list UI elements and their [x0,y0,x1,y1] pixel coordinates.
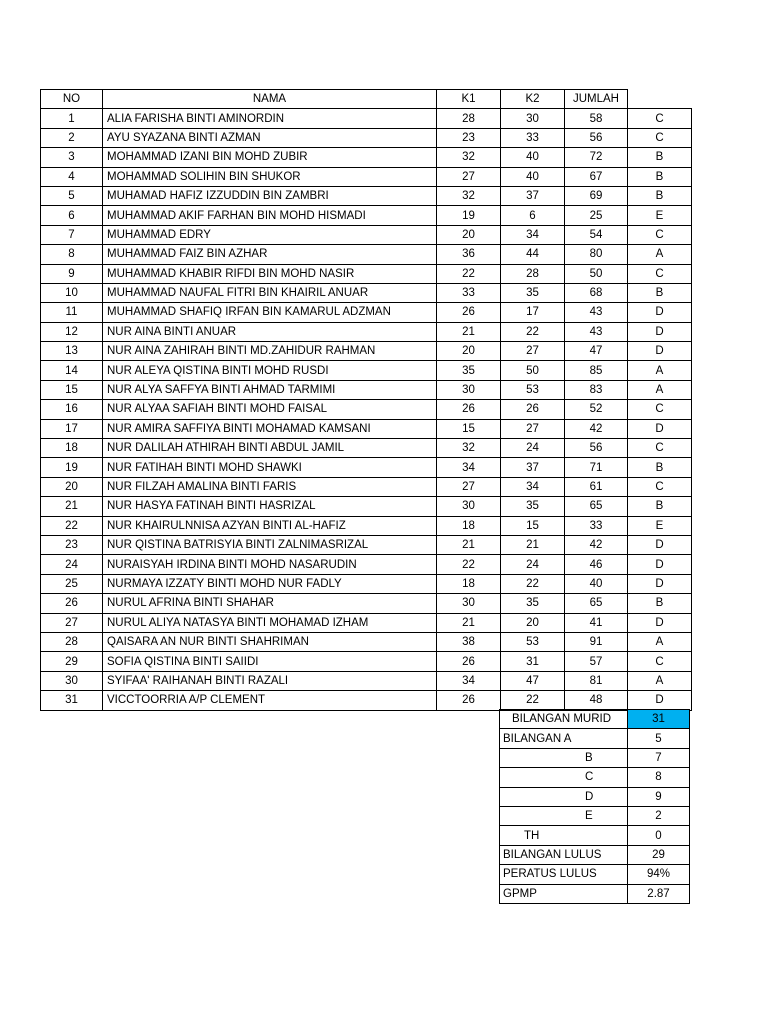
cell-nama: NUR ALYA SAFFYA BINTI AHMAD TARMIMI [103,380,437,399]
cell-grade: D [628,691,692,710]
header-row [41,90,692,109]
cell-k1: 21 [437,322,501,341]
cell-k2: 53 [501,380,565,399]
cell-jumlah: 56 [565,439,628,458]
cell-no: 30 [41,671,103,690]
header-k1: K1 [437,90,501,109]
cell-grade: E [628,516,692,535]
header-grade-blank [628,90,692,109]
table-row [41,128,692,147]
cell-grade: A [628,671,692,690]
cell-no: 27 [41,613,103,632]
cell-k1: 21 [437,613,501,632]
summary-row-grade [500,806,690,825]
summary-row-gpmp [500,884,690,903]
table-row [41,380,692,399]
cell-k2: 53 [501,632,565,651]
cell-k2: 15 [501,516,565,535]
cell-k1: 32 [437,439,501,458]
cell-k2: 33 [501,128,565,147]
cell-jumlah: 91 [565,632,628,651]
table-row [41,264,692,283]
cell-nama: MUHAMMAD FAIZ BIN AZHAR [103,245,437,264]
cell-grade: B [628,458,692,477]
summary-label: D [500,787,628,806]
cell-no: 28 [41,632,103,651]
header-no: NO [41,90,103,109]
table-row [41,574,692,593]
cell-no: 22 [41,516,103,535]
cell-k1: 20 [437,225,501,244]
cell-no: 19 [41,458,103,477]
cell-nama: SYIFAA' RAIHANAH BINTI RAZALI [103,671,437,690]
cell-grade: C [628,109,692,128]
cell-jumlah: 65 [565,497,628,516]
cell-nama: NUR KHAIRULNNISA AZYAN BINTI AL-HAFIZ [103,516,437,535]
table-row [41,245,692,264]
cell-k1: 27 [437,167,501,186]
cell-jumlah: 61 [565,477,628,496]
cell-no: 11 [41,303,103,322]
table-row [41,691,692,710]
table-row [41,671,692,690]
cell-k2: 27 [501,342,565,361]
cell-grade: A [628,632,692,651]
cell-no: 5 [41,186,103,205]
summary-row-grade [500,729,690,748]
cell-nama: NUR FILZAH AMALINA BINTI FARIS [103,477,437,496]
cell-k2: 35 [501,283,565,302]
table-row [41,322,692,341]
cell-k2: 27 [501,419,565,438]
cell-no: 26 [41,594,103,613]
cell-jumlah: 85 [565,361,628,380]
cell-k1: 21 [437,535,501,554]
cell-k2: 26 [501,400,565,419]
table-row [41,477,692,496]
cell-no: 29 [41,652,103,671]
summary-table [499,709,690,904]
table-row [41,535,692,554]
summary-label: GPMP [500,884,628,903]
table-row [41,652,692,671]
summary-label: TH [500,826,628,845]
cell-k1: 36 [437,245,501,264]
summary-label: C [500,768,628,787]
table-row [41,148,692,167]
table-row [41,613,692,632]
cell-k1: 23 [437,128,501,147]
cell-nama: MUHAMAD HAFIZ IZZUDDIN BIN ZAMBRI [103,186,437,205]
cell-nama: MUHAMMAD SHAFIQ IRFAN BIN KAMARUL ADZMAN [103,303,437,322]
cell-jumlah: 72 [565,148,628,167]
cell-k2: 21 [501,535,565,554]
cell-no: 1 [41,109,103,128]
cell-grade: B [628,148,692,167]
cell-jumlah: 68 [565,283,628,302]
cell-nama: MUHAMMAD EDRY [103,225,437,244]
table-row [41,497,692,516]
cell-nama: NUR QISTINA BATRISYIA BINTI ZALNIMASRIZAL [103,535,437,554]
summary-value-highlight: 31 [628,710,690,729]
cell-k2: 37 [501,458,565,477]
cell-k1: 28 [437,109,501,128]
cell-no: 20 [41,477,103,496]
cell-no: 9 [41,264,103,283]
cell-no: 23 [41,535,103,554]
cell-grade: A [628,245,692,264]
cell-jumlah: 71 [565,458,628,477]
cell-k2: 22 [501,574,565,593]
cell-jumlah: 42 [565,535,628,554]
cell-nama: NURMAYA IZZATY BINTI MOHD NUR FADLY [103,574,437,593]
table-row [41,458,692,477]
cell-grade: C [628,225,692,244]
cell-jumlah: 67 [565,167,628,186]
cell-grade: C [628,400,692,419]
cell-k1: 20 [437,342,501,361]
cell-jumlah: 80 [565,245,628,264]
table-row [41,303,692,322]
cell-no: 18 [41,439,103,458]
summary-value: 0 [628,826,690,845]
cell-no: 12 [41,322,103,341]
summary-value: 5 [628,729,690,748]
cell-nama: NUR HASYA FATINAH BINTI HASRIZAL [103,497,437,516]
cell-jumlah: 43 [565,303,628,322]
summary-value: 2 [628,806,690,825]
cell-grade: D [628,322,692,341]
summary-row-grade [500,768,690,787]
cell-k1: 32 [437,148,501,167]
cell-grade: B [628,186,692,205]
cell-k2: 40 [501,148,565,167]
table-row [41,186,692,205]
summary-label: B [500,748,628,767]
table-row [41,400,692,419]
summary-label: E [500,806,628,825]
cell-grade: D [628,342,692,361]
cell-k1: 19 [437,206,501,225]
table-row [41,419,692,438]
summary-label: PERATUS LULUS [500,865,628,884]
cell-nama: AYU SYAZANA BINTI AZMAN [103,128,437,147]
cell-jumlah: 52 [565,400,628,419]
cell-k1: 32 [437,186,501,205]
cell-jumlah: 43 [565,322,628,341]
cell-jumlah: 41 [565,613,628,632]
cell-nama: VICCTOORRIA A/P CLEMENT [103,691,437,710]
cell-jumlah: 25 [565,206,628,225]
table-row [41,206,692,225]
summary-value: 9 [628,787,690,806]
cell-k2: 28 [501,264,565,283]
cell-k2: 22 [501,691,565,710]
summary-row-bilangan-lulus [500,845,690,864]
cell-nama: NURUL ALIYA NATASYA BINTI MOHAMAD IZHAM [103,613,437,632]
cell-no: 14 [41,361,103,380]
cell-nama: NUR ALYAA SAFIAH BINTI MOHD FAISAL [103,400,437,419]
cell-no: 13 [41,342,103,361]
cell-jumlah: 83 [565,380,628,399]
cell-no: 3 [41,148,103,167]
cell-grade: D [628,535,692,554]
cell-k1: 26 [437,652,501,671]
student-marks-table [40,89,692,711]
cell-no: 31 [41,691,103,710]
cell-no: 7 [41,225,103,244]
cell-nama: MOHAMMAD IZANI BIN MOHD ZUBIR [103,148,437,167]
cell-grade: C [628,477,692,496]
cell-nama: NUR AINA ZAHIRAH BINTI MD.ZAHIDUR RAHMAN [103,342,437,361]
table-row [41,342,692,361]
table-row [41,439,692,458]
cell-jumlah: 56 [565,128,628,147]
cell-k2: 6 [501,206,565,225]
cell-k2: 44 [501,245,565,264]
cell-grade: A [628,361,692,380]
table-row [41,361,692,380]
summary-value: 94% [628,865,690,884]
cell-jumlah: 81 [565,671,628,690]
cell-nama: NUR AMIRA SAFFIYA BINTI MOHAMAD KAMSANI [103,419,437,438]
cell-jumlah: 42 [565,419,628,438]
cell-jumlah: 48 [565,691,628,710]
cell-no: 17 [41,419,103,438]
cell-nama: SOFIA QISTINA BINTI SAIIDI [103,652,437,671]
cell-grade: D [628,555,692,574]
summary-row-grade [500,787,690,806]
summary-label: BILANGAN A [500,729,628,748]
cell-grade: D [628,419,692,438]
cell-jumlah: 50 [565,264,628,283]
cell-k1: 22 [437,555,501,574]
cell-no: 25 [41,574,103,593]
cell-k2: 40 [501,167,565,186]
cell-jumlah: 47 [565,342,628,361]
cell-k1: 33 [437,283,501,302]
cell-grade: C [628,128,692,147]
cell-no: 8 [41,245,103,264]
cell-k1: 34 [437,458,501,477]
cell-grade: C [628,439,692,458]
cell-grade: D [628,303,692,322]
cell-nama: MUHAMMAD KHABIR RIFDI BIN MOHD NASIR [103,264,437,283]
cell-k2: 37 [501,186,565,205]
cell-nama: NUR ALEYA QISTINA BINTI MOHD RUSDI [103,361,437,380]
cell-grade: E [628,206,692,225]
cell-k1: 30 [437,594,501,613]
cell-grade: D [628,613,692,632]
cell-k2: 31 [501,652,565,671]
summary-row-th [500,826,690,845]
cell-k2: 20 [501,613,565,632]
cell-k1: 27 [437,477,501,496]
cell-no: 2 [41,128,103,147]
table-row [41,167,692,186]
cell-jumlah: 46 [565,555,628,574]
cell-no: 10 [41,283,103,302]
cell-k2: 35 [501,497,565,516]
summary-row-bilangan-murid [500,710,690,729]
table-row [41,283,692,302]
cell-no: 4 [41,167,103,186]
cell-nama: NURAISYAH IRDINA BINTI MOHD NASARUDIN [103,555,437,574]
cell-k2: 34 [501,225,565,244]
summary-value: 7 [628,748,690,767]
cell-k1: 18 [437,574,501,593]
header-k2: K2 [501,90,565,109]
cell-k2: 17 [501,303,565,322]
cell-no: 16 [41,400,103,419]
cell-k1: 26 [437,400,501,419]
header-nama: NAMA [103,90,437,109]
cell-grade: A [628,380,692,399]
table-row [41,632,692,651]
table-row [41,225,692,244]
summary-row-peratus-lulus [500,865,690,884]
cell-k1: 38 [437,632,501,651]
summary-label: BILANGAN MURID [500,710,628,729]
table-row [41,594,692,613]
cell-jumlah: 33 [565,516,628,535]
cell-nama: NUR DALILAH ATHIRAH BINTI ABDUL JAMIL [103,439,437,458]
cell-jumlah: 57 [565,652,628,671]
cell-k1: 30 [437,497,501,516]
cell-grade: C [628,652,692,671]
table-row [41,555,692,574]
summary-value: 29 [628,845,690,864]
cell-nama: MOHAMMAD SOLIHIN BIN SHUKOR [103,167,437,186]
summary-row-grade [500,748,690,767]
cell-nama: QAISARA AN NUR BINTI SHAHRIMAN [103,632,437,651]
cell-k1: 26 [437,303,501,322]
cell-grade: B [628,594,692,613]
cell-jumlah: 69 [565,186,628,205]
cell-no: 6 [41,206,103,225]
cell-grade: C [628,264,692,283]
cell-grade: B [628,167,692,186]
cell-k2: 30 [501,109,565,128]
cell-nama: MUHAMMAD AKIF FARHAN BIN MOHD HISMADI [103,206,437,225]
table-row [41,109,692,128]
cell-jumlah: 54 [565,225,628,244]
cell-grade: B [628,497,692,516]
cell-k1: 35 [437,361,501,380]
cell-k1: 18 [437,516,501,535]
cell-no: 15 [41,380,103,399]
cell-k1: 34 [437,671,501,690]
cell-nama: MUHAMMAD NAUFAL FITRI BIN KHAIRIL ANUAR [103,283,437,302]
summary-label: BILANGAN LULUS [500,845,628,864]
cell-grade: B [628,283,692,302]
cell-no: 24 [41,555,103,574]
cell-nama: NUR AINA BINTI ANUAR [103,322,437,341]
cell-k2: 50 [501,361,565,380]
cell-nama: NUR FATIHAH BINTI MOHD SHAWKI [103,458,437,477]
cell-jumlah: 65 [565,594,628,613]
cell-k2: 35 [501,594,565,613]
cell-jumlah: 58 [565,109,628,128]
cell-nama: NURUL AFRINA BINTI SHAHAR [103,594,437,613]
table-row [41,516,692,535]
cell-k2: 24 [501,555,565,574]
cell-k2: 47 [501,671,565,690]
cell-nama: ALIA FARISHA BINTI AMINORDIN [103,109,437,128]
cell-jumlah: 40 [565,574,628,593]
cell-grade: D [628,574,692,593]
cell-k1: 30 [437,380,501,399]
header-jumlah: JUMLAH [565,90,628,109]
cell-k1: 15 [437,419,501,438]
cell-k1: 26 [437,691,501,710]
cell-k2: 22 [501,322,565,341]
cell-no: 21 [41,497,103,516]
summary-value: 2.87 [628,884,690,903]
cell-k2: 24 [501,439,565,458]
summary-value: 8 [628,768,690,787]
cell-k1: 22 [437,264,501,283]
cell-k2: 34 [501,477,565,496]
